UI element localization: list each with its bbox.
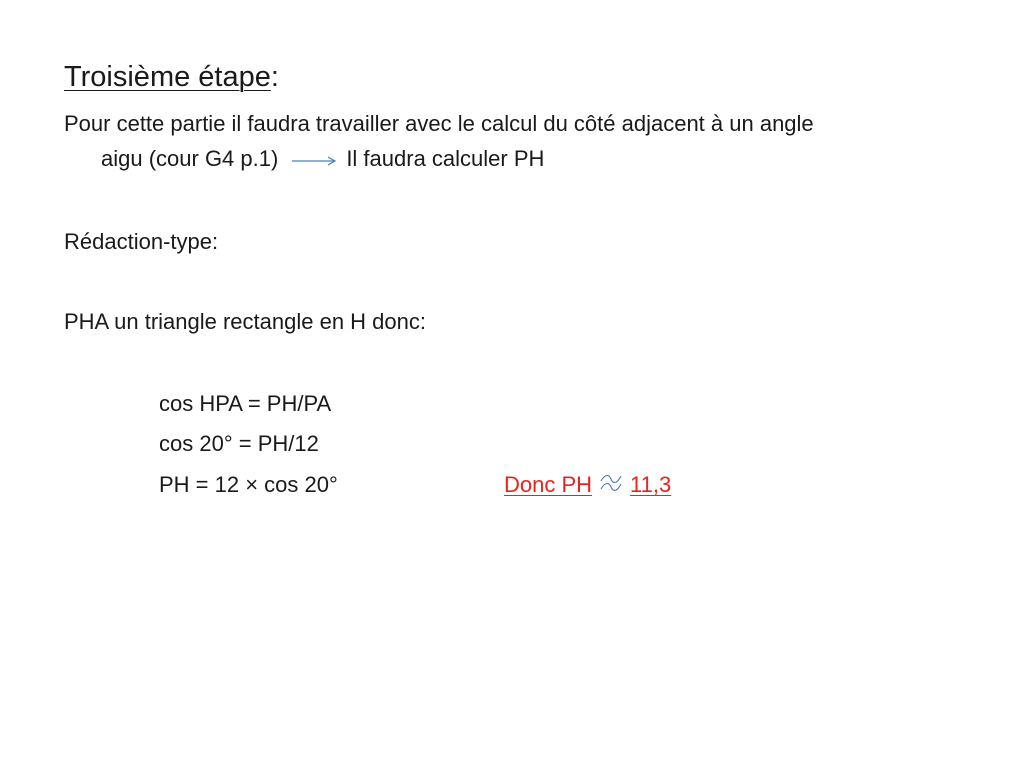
formula-line: PH = 12 × cos 20° [159, 472, 338, 497]
formula-line: cos HPA = PH/PA [159, 391, 332, 416]
intro-conclusion: Il faudra calculer PH [346, 146, 545, 171]
result-value: 11,3 [630, 472, 672, 497]
slide-heading [64, 60, 279, 94]
formula-line: cos 20° = PH/12 [159, 431, 319, 456]
heading-title: Troisième étape [64, 61, 271, 93]
triangle-statement: PHA un triangle rectangle en H donc: [64, 309, 427, 334]
right-arrow-icon [292, 146, 338, 174]
redaction-label: Rédaction-type: [64, 229, 219, 254]
intro-reference: aigu (cour G4 p.1) [101, 146, 279, 171]
result-statement [504, 471, 671, 499]
result-label: Donc PH [504, 472, 593, 497]
intro-line-2 [101, 145, 544, 174]
intro-line-1: Pour cette partie il faudra travailler avec le calcul du côté adjacent à un angle [64, 111, 814, 136]
approximately-equal-icon [598, 471, 624, 497]
heading-colon: : [270, 61, 279, 93]
